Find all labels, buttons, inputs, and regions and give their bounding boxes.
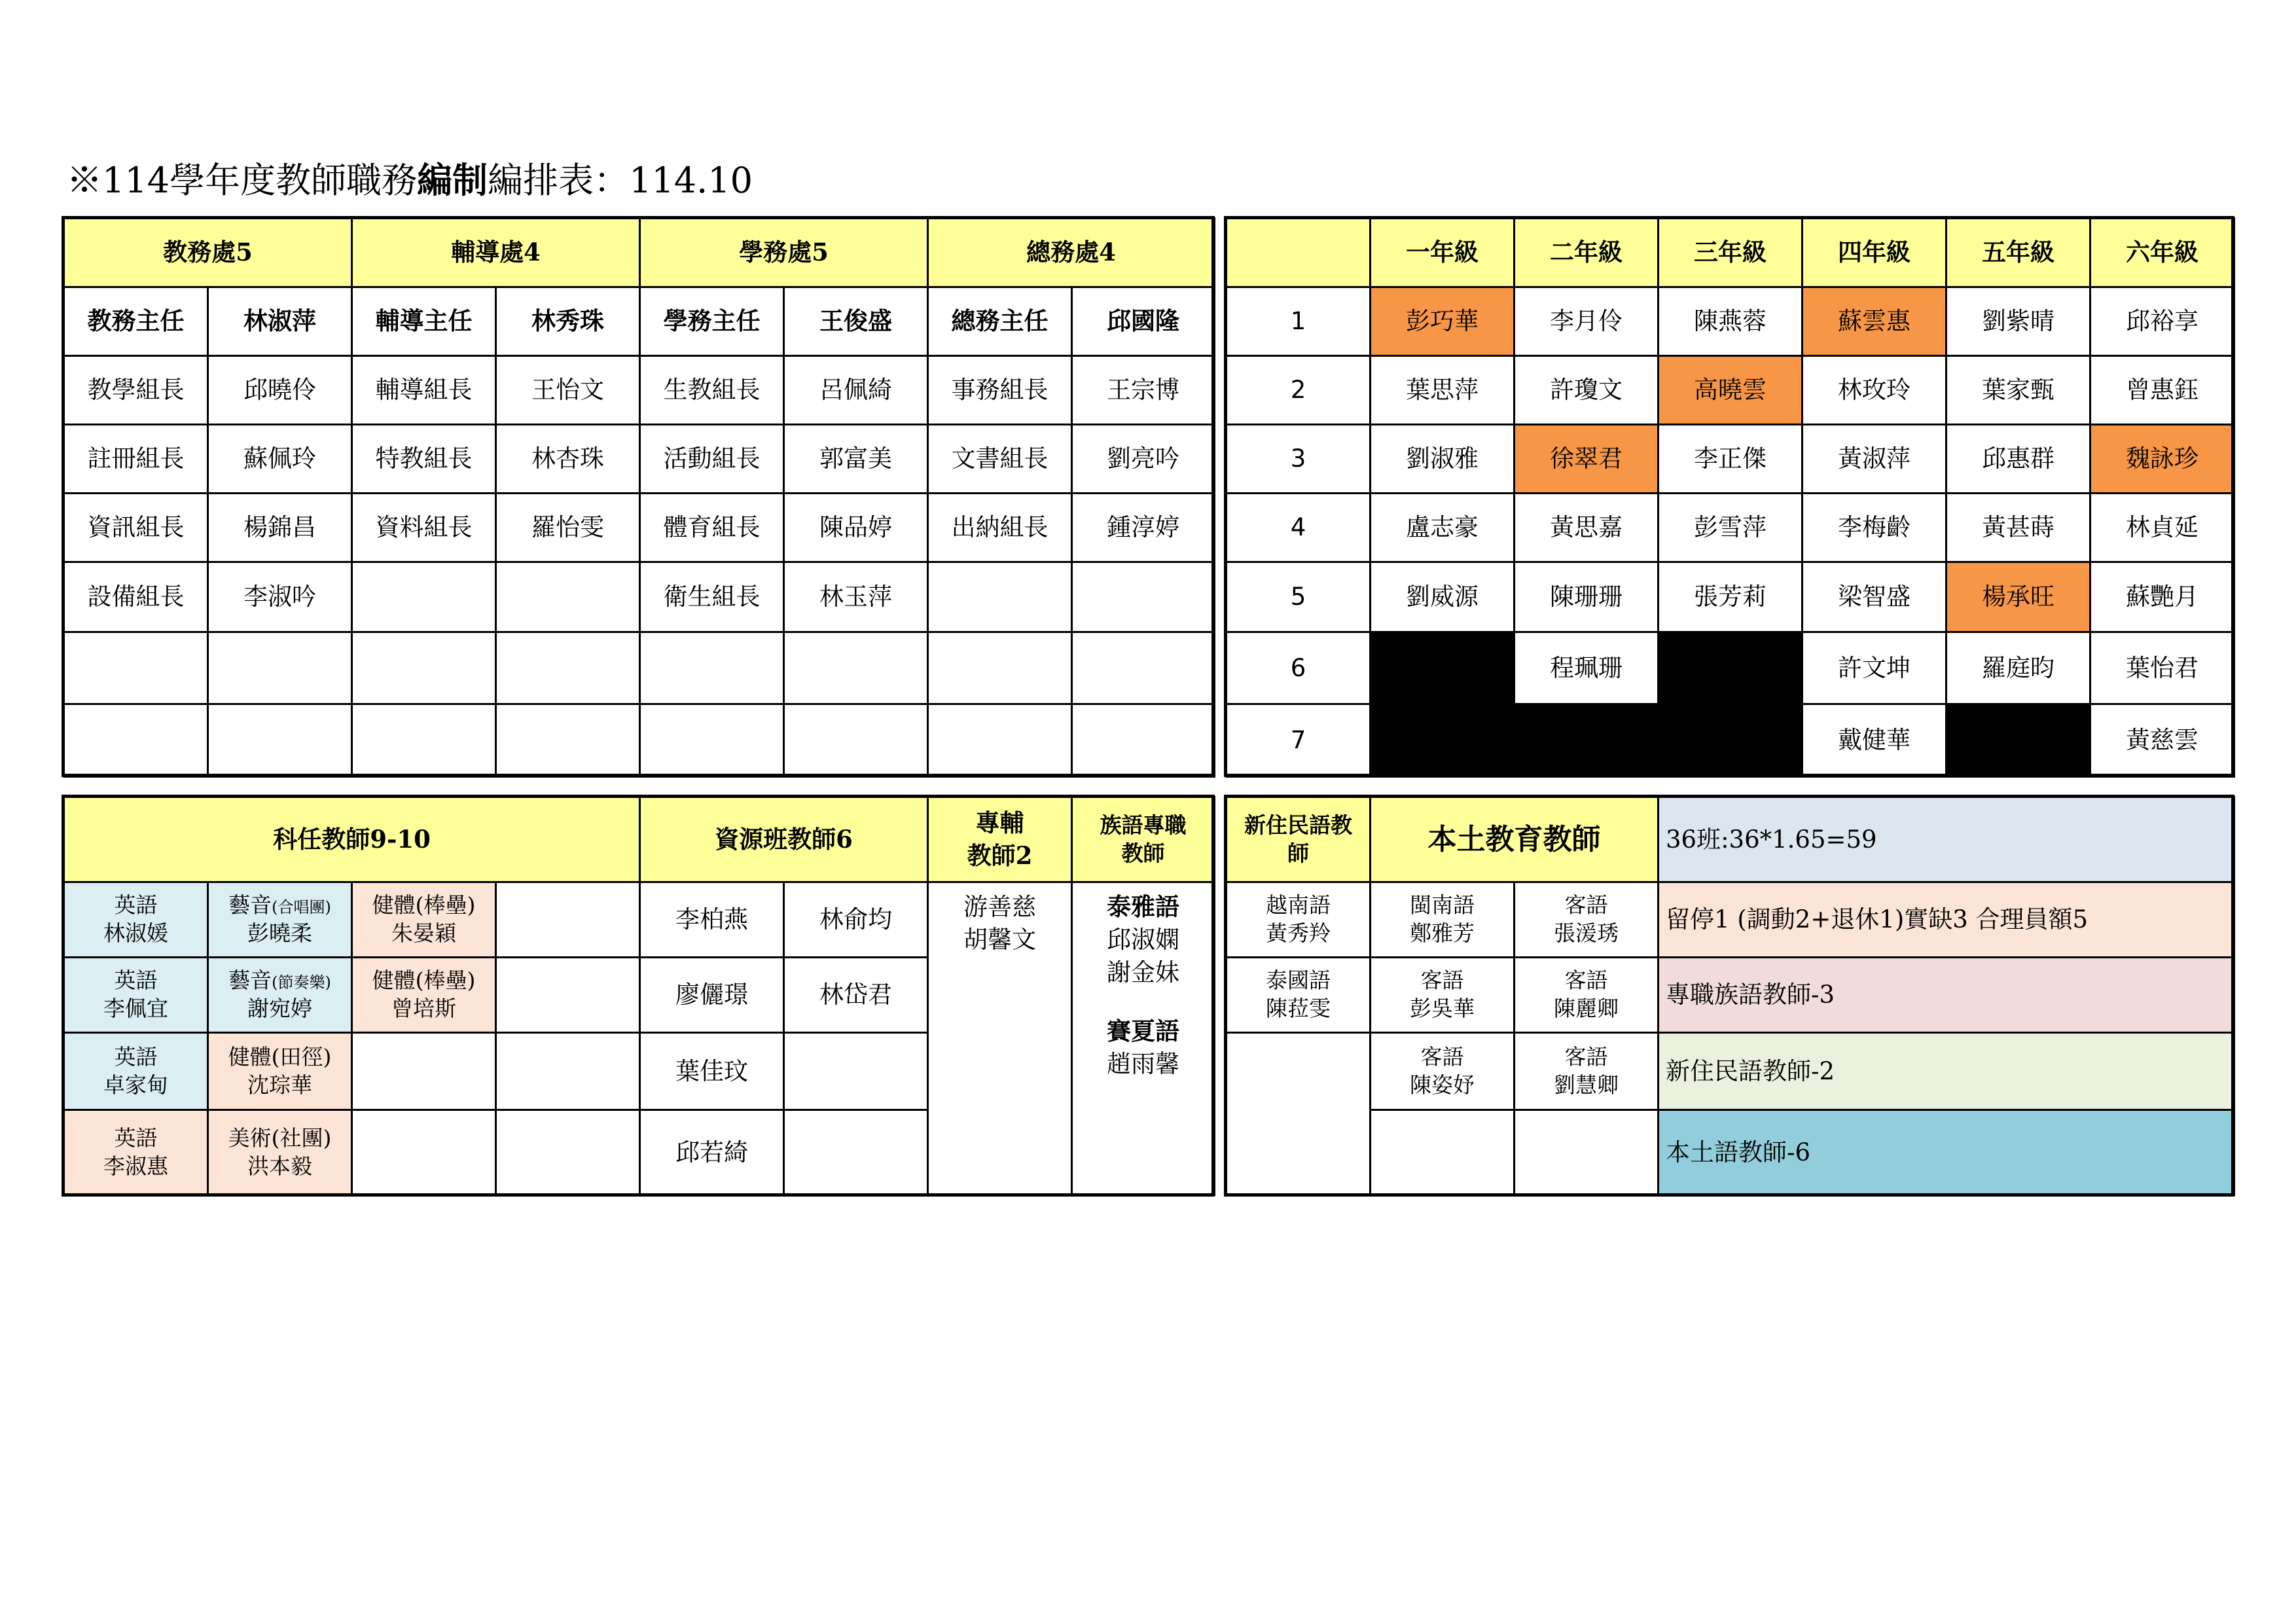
class-teacher: 楊承旺 bbox=[1946, 562, 2090, 632]
quota-note: 36班:36*1.65=59 bbox=[1659, 797, 2234, 882]
class-number: 2 bbox=[1227, 356, 1371, 425]
resource-teacher-empty bbox=[784, 1110, 928, 1195]
resource-teacher: 廖儷璟 bbox=[640, 958, 784, 1033]
subject-teacher-empty bbox=[352, 1110, 496, 1195]
class-teacher: 徐翠君 bbox=[1515, 425, 1659, 494]
resource-teacher: 林岱君 bbox=[784, 958, 928, 1033]
class-number: 6 bbox=[1227, 632, 1371, 704]
class-empty bbox=[1659, 632, 1803, 704]
admin-cell: 資料組長 bbox=[352, 494, 496, 562]
class-empty bbox=[1371, 704, 1515, 777]
subject-teacher-cell: 健體(棒壘) 曾培斯 bbox=[352, 958, 496, 1033]
admin-cell: 邱國隆 bbox=[1072, 287, 1215, 356]
class-teacher: 魏詠珍 bbox=[2090, 425, 2234, 494]
office-header-counseling: 輔導處4 bbox=[352, 219, 640, 287]
grade-header: 三年級 bbox=[1659, 219, 1803, 287]
admin-cell: 資訊組長 bbox=[64, 494, 208, 562]
class-teacher: 邱惠群 bbox=[1946, 425, 2090, 494]
admin-cell bbox=[928, 704, 1072, 777]
admin-cell: 李淑吟 bbox=[208, 562, 352, 632]
class-teacher: 黃思嘉 bbox=[1515, 494, 1659, 562]
class-number: 7 bbox=[1227, 704, 1371, 777]
subject-teacher-cell: 健體(棒壘) 朱晏穎 bbox=[352, 882, 496, 958]
subject-teacher-cell: 英語 李淑惠 bbox=[64, 1110, 208, 1195]
class-teacher: 劉紫晴 bbox=[1946, 287, 2090, 356]
class-teacher: 李月伶 bbox=[1515, 287, 1659, 356]
subject-teacher-empty bbox=[496, 1033, 640, 1110]
admin-cell: 郭富美 bbox=[784, 425, 928, 494]
admin-cell: 王怡文 bbox=[496, 356, 640, 425]
admin-cell bbox=[64, 632, 208, 704]
grade-header: 五年級 bbox=[1946, 219, 2090, 287]
admin-cell bbox=[784, 632, 928, 704]
admin-cell bbox=[352, 562, 496, 632]
class-number: 3 bbox=[1227, 425, 1371, 494]
new-resident-teacher-empty bbox=[1227, 1033, 1371, 1195]
class-teacher: 許文坤 bbox=[1803, 632, 1946, 704]
admin-cell bbox=[928, 632, 1072, 704]
admin-cell bbox=[640, 632, 784, 704]
subject-teacher-empty bbox=[496, 958, 640, 1033]
class-teacher: 李梅齡 bbox=[1803, 494, 1946, 562]
class-teacher: 盧志豪 bbox=[1371, 494, 1515, 562]
grade-header: 六年級 bbox=[2090, 219, 2234, 287]
admin-cell: 林淑萍 bbox=[208, 287, 352, 356]
admin-cell: 蘇佩玲 bbox=[208, 425, 352, 494]
admin-cell: 活動組長 bbox=[640, 425, 784, 494]
grade-header: 二年級 bbox=[1515, 219, 1659, 287]
resource-teacher: 邱若綺 bbox=[640, 1110, 784, 1195]
admin-cell bbox=[496, 562, 640, 632]
class-teacher: 林玫玲 bbox=[1803, 356, 1946, 425]
class-teacher: 彭雪萍 bbox=[1659, 494, 1803, 562]
admin-cell: 體育組長 bbox=[640, 494, 784, 562]
class-number: 1 bbox=[1227, 287, 1371, 356]
admin-cell bbox=[208, 632, 352, 704]
new-resident-count-note: 新住民語教師-2 bbox=[1659, 1033, 2234, 1110]
class-teacher: 林貞延 bbox=[2090, 494, 2234, 562]
subject-teacher-cell: 美術(社團) 洪本毅 bbox=[208, 1110, 352, 1195]
admin-cell bbox=[1072, 632, 1215, 704]
class-teacher: 李正傑 bbox=[1659, 425, 1803, 494]
subject-teacher-empty bbox=[496, 882, 640, 958]
admin-cell: 林玉萍 bbox=[784, 562, 928, 632]
admin-cell bbox=[352, 704, 496, 777]
admin-cell bbox=[496, 704, 640, 777]
class-teacher: 葉家甄 bbox=[1946, 356, 2090, 425]
subject-teacher-cell: 英語 卓家甸 bbox=[64, 1033, 208, 1110]
grade-header: 一年級 bbox=[1371, 219, 1515, 287]
office-header-general-affairs: 總務處4 bbox=[928, 219, 1215, 287]
admin-cell bbox=[1072, 562, 1215, 632]
class-teacher: 黃慈雲 bbox=[2090, 704, 2234, 777]
resource-teachers-header: 資源班教師6 bbox=[640, 797, 928, 882]
subject-teacher-cell: 藝音(合唱團) 彭曉柔 bbox=[208, 882, 352, 958]
local-teacher: 客語 陳姿妤 bbox=[1371, 1033, 1515, 1110]
admin-cell: 特教組長 bbox=[352, 425, 496, 494]
grade-corner bbox=[1227, 219, 1371, 287]
class-teacher: 彭巧華 bbox=[1371, 287, 1515, 356]
admin-cell bbox=[928, 562, 1072, 632]
new-resident-teacher: 越南語 黃秀羚 bbox=[1227, 882, 1371, 958]
local-teacher: 客語 陳麗卿 bbox=[1515, 958, 1659, 1033]
admin-cell: 出納組長 bbox=[928, 494, 1072, 562]
class-teacher: 梁智盛 bbox=[1803, 562, 1946, 632]
local-teacher: 閩南語 鄭雅芳 bbox=[1371, 882, 1515, 958]
subject-teacher-cell: 健體(田徑) 沈琮華 bbox=[208, 1033, 352, 1110]
local-teacher: 客語 劉慧卿 bbox=[1515, 1033, 1659, 1110]
class-empty bbox=[1659, 704, 1803, 777]
class-teacher: 葉思萍 bbox=[1371, 356, 1515, 425]
admin-cell: 林杏珠 bbox=[496, 425, 640, 494]
admin-cell bbox=[784, 704, 928, 777]
admin-cell: 王宗博 bbox=[1072, 356, 1215, 425]
class-number: 5 bbox=[1227, 562, 1371, 632]
admin-cell: 教務主任 bbox=[64, 287, 208, 356]
subject-teachers-header: 科任教師9-10 bbox=[64, 797, 640, 882]
resource-teacher: 李柏燕 bbox=[640, 882, 784, 958]
local-teacher-empty bbox=[1515, 1110, 1659, 1195]
class-teacher: 蘇艷月 bbox=[2090, 562, 2234, 632]
class-teacher: 張芳莉 bbox=[1659, 562, 1803, 632]
indigenous-teachers-header: 族語專職 教師 bbox=[1072, 797, 1215, 882]
class-teacher: 劉淑雅 bbox=[1371, 425, 1515, 494]
admin-cell: 教學組長 bbox=[64, 356, 208, 425]
specialist-teachers-table bbox=[63, 796, 1215, 1196]
admin-cell: 總務主任 bbox=[928, 287, 1072, 356]
new-resident-teacher: 泰國語 陳菈雯 bbox=[1227, 958, 1371, 1033]
class-teacher: 程珮珊 bbox=[1515, 632, 1659, 704]
class-teacher: 葉怡君 bbox=[2090, 632, 2234, 704]
class-teacher: 高曉雲 bbox=[1659, 356, 1803, 425]
class-number: 4 bbox=[1227, 494, 1371, 562]
resource-teacher: 林俞均 bbox=[784, 882, 928, 958]
local-teacher-empty bbox=[1371, 1110, 1515, 1195]
class-teacher: 陳燕蓉 bbox=[1659, 287, 1803, 356]
admin-cell: 文書組長 bbox=[928, 425, 1072, 494]
admin-cell bbox=[496, 632, 640, 704]
class-teacher: 許瓊文 bbox=[1515, 356, 1659, 425]
office-header-student-affairs: 學務處5 bbox=[640, 219, 928, 287]
class-empty bbox=[1946, 704, 2090, 777]
class-teacher: 戴健華 bbox=[1803, 704, 1946, 777]
new-resident-teachers-header: 新住民語教 師 bbox=[1227, 797, 1371, 882]
class-empty bbox=[1371, 632, 1515, 704]
counseling-teachers-list: 游善慈 胡馨文 bbox=[928, 882, 1072, 1195]
page-title: ※114學年度教師職務編制編排表：114.10 bbox=[67, 159, 753, 201]
admin-cell bbox=[352, 632, 496, 704]
admin-cell: 陳品婷 bbox=[784, 494, 928, 562]
admin-cell: 呂佩綺 bbox=[784, 356, 928, 425]
subject-teacher-cell: 藝音(節奏樂) 謝宛婷 bbox=[208, 958, 352, 1033]
local-count-note: 本土語教師-6 bbox=[1659, 1110, 2234, 1195]
subject-teacher-empty bbox=[496, 1110, 640, 1195]
admin-cell: 林秀珠 bbox=[496, 287, 640, 356]
admin-cell: 事務組長 bbox=[928, 356, 1072, 425]
homeroom-classes-table bbox=[1225, 217, 2235, 778]
local-teacher: 客語 彭吳華 bbox=[1371, 958, 1515, 1033]
admin-cell: 設備組長 bbox=[64, 562, 208, 632]
admin-cell: 衛生組長 bbox=[640, 562, 784, 632]
class-teacher: 邱裕享 bbox=[2090, 287, 2234, 356]
class-empty bbox=[1515, 704, 1659, 777]
admin-cell bbox=[64, 704, 208, 777]
admin-cell: 羅怡雯 bbox=[496, 494, 640, 562]
class-teacher: 陳珊珊 bbox=[1515, 562, 1659, 632]
resource-teacher: 葉佳玟 bbox=[640, 1033, 784, 1110]
admin-cell bbox=[1072, 704, 1215, 777]
admin-offices-table bbox=[63, 217, 1215, 778]
admin-cell bbox=[208, 704, 352, 777]
admin-cell: 劉亮吟 bbox=[1072, 425, 1215, 494]
resource-teacher-empty bbox=[784, 1033, 928, 1110]
admin-cell: 註冊組長 bbox=[64, 425, 208, 494]
local-teacher: 客語 張湲琇 bbox=[1515, 882, 1659, 958]
subject-teacher-cell: 英語 李佩宜 bbox=[64, 958, 208, 1033]
admin-cell: 輔導主任 bbox=[352, 287, 496, 356]
vacancy-note: 留停1 (調動2+退休1)實缺3 合理員額5 bbox=[1659, 882, 2234, 958]
admin-cell: 王俊盛 bbox=[784, 287, 928, 356]
local-teachers-header: 本土教育教師 bbox=[1371, 797, 1659, 882]
subject-teacher-cell: 英語 林淑媛 bbox=[64, 882, 208, 958]
office-header-academic: 教務處5 bbox=[64, 219, 352, 287]
class-teacher: 蘇雲惠 bbox=[1803, 287, 1946, 356]
subject-teacher-empty bbox=[352, 1033, 496, 1110]
class-teacher: 羅庭昀 bbox=[1946, 632, 2090, 704]
admin-cell: 邱曉伶 bbox=[208, 356, 352, 425]
admin-cell: 鍾淳婷 bbox=[1072, 494, 1215, 562]
class-teacher: 黃淑萍 bbox=[1803, 425, 1946, 494]
language-teachers-table bbox=[1225, 796, 2235, 1196]
grade-header: 四年級 bbox=[1803, 219, 1946, 287]
class-teacher: 劉威源 bbox=[1371, 562, 1515, 632]
admin-cell: 輔導組長 bbox=[352, 356, 496, 425]
class-teacher: 曾惠鈺 bbox=[2090, 356, 2234, 425]
indigenous-teachers-list: 泰雅語 邱淑嫻 謝金妹 賽夏語 趙雨馨 bbox=[1072, 882, 1215, 1195]
counseling-teachers-header: 專輔 教師2 bbox=[928, 797, 1072, 882]
class-teacher: 黃甚蒔 bbox=[1946, 494, 2090, 562]
admin-cell: 生教組長 bbox=[640, 356, 784, 425]
admin-cell: 楊錦昌 bbox=[208, 494, 352, 562]
admin-cell: 學務主任 bbox=[640, 287, 784, 356]
admin-cell bbox=[640, 704, 784, 777]
indigenous-count-note: 專職族語教師-3 bbox=[1659, 958, 2234, 1033]
